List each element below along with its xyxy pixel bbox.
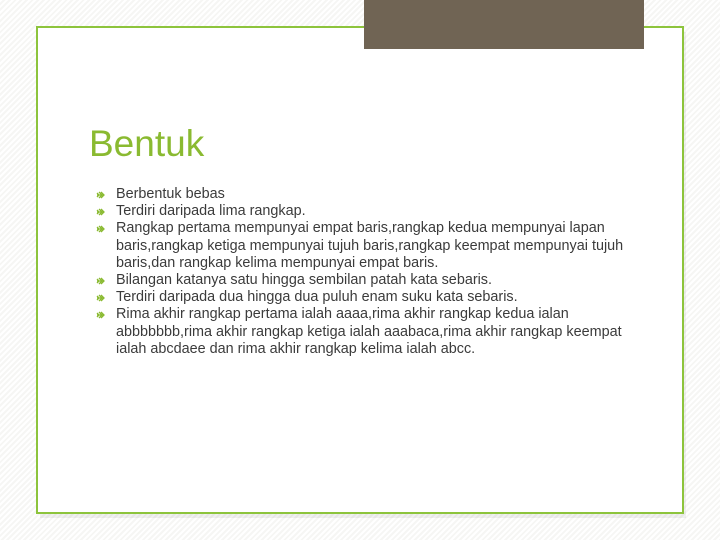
bullet-list	[94, 186, 634, 358]
bullet-text: Rima akhir rangkap pertama ialah aaaa,rima akhir rangkap kedua ialan abbbbbbb,rima akhir rangkap ketiga ialah aaabaca,rima akhir rangkap keempat ialah abcdaee dan rima akhir rangkap kelima ialah abcc.	[116, 306, 622, 357]
feather-arrow-icon	[96, 224, 108, 234]
bullet-text: Bilangan katanya satu hingga sembilan patah kata sebaris.	[116, 272, 493, 289]
list-item	[94, 289, 634, 306]
list-item	[94, 203, 634, 220]
feather-arrow-icon	[96, 190, 108, 200]
slide-title: Bentuk	[89, 123, 205, 164]
bullet-text: Rangkap pertama mempunyai empat baris,rangkap kedua mempunyai lapan baris,rangkap ketiga mempunyai tujuh baris,rangkap keempat mempunyai tujuh baris,dan rangkap kelima mempunyai empat baris.	[116, 220, 624, 271]
feather-arrow-icon	[96, 276, 108, 286]
list-item	[94, 186, 634, 203]
feather-arrow-icon	[96, 310, 108, 320]
list-item	[94, 220, 634, 272]
list-item	[94, 306, 634, 358]
bullet-text: Terdiri daripada lima rangkap.	[116, 203, 306, 220]
list-item	[94, 272, 634, 289]
feather-arrow-icon	[96, 293, 108, 303]
bullet-text: Berbentuk bebas	[116, 186, 225, 202]
feather-arrow-icon	[96, 207, 108, 217]
title-accent-block	[364, 0, 644, 49]
bullet-text: Terdiri daripada dua hingga dua puluh enam suku kata sebaris.	[116, 289, 518, 306]
